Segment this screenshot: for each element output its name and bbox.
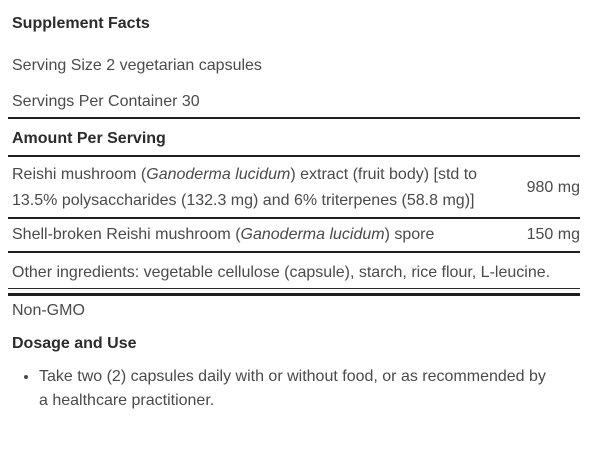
divider-above-amount-header bbox=[8, 117, 580, 119]
ingredient-name bbox=[12, 162, 482, 214]
ingredient-name-post: ) extract (fruit body) [std to 13.5% polysaccharides (132.3 mg) and 6% triterpenes (58.8 mg)] bbox=[12, 166, 478, 209]
ingredient-row-reishi-extract bbox=[12, 162, 580, 214]
ingredient-row-reishi-spore bbox=[12, 223, 580, 247]
ingredient-name-pre: Shell-broken Reishi mushroom ( bbox=[12, 226, 241, 243]
amount-per-serving-header: Amount Per Serving bbox=[12, 130, 166, 147]
dosage-list bbox=[12, 365, 580, 413]
divider-between-ingredients bbox=[8, 217, 580, 219]
serving-size-text: Serving Size 2 vegetarian capsules bbox=[12, 57, 262, 74]
supplement-facts-title: Supplement Facts bbox=[12, 15, 150, 32]
ingredient-latin-name: Ganoderma lucidum bbox=[240, 226, 385, 243]
other-ingredients-text: Other ingredients: vegetable cellulose (capsule), starch, rice flour, L-leucine. bbox=[12, 264, 551, 281]
ingredient-name-post: ) spore bbox=[384, 226, 435, 243]
dosage-list-item: • Take two (2) capsules daily with or without food, or as recommended by a healthcare practitioner. bbox=[39, 365, 580, 413]
ingredient-amount: 980 mg bbox=[526, 179, 580, 196]
divider-below-ingredients bbox=[8, 251, 580, 253]
ingredient-name bbox=[12, 223, 434, 247]
servings-per-container-text: Servings Per Container 30 bbox=[12, 93, 200, 110]
divider-below-amount-header bbox=[8, 155, 580, 157]
divider-thick-above-non-gmo bbox=[8, 293, 580, 296]
ingredient-name-pre: Reishi mushroom ( bbox=[12, 166, 147, 183]
ingredient-amount: 150 mg bbox=[526, 226, 580, 243]
dosage-and-use-header: Dosage and Use bbox=[12, 335, 137, 352]
divider-thin-above-non-gmo bbox=[8, 288, 580, 289]
ingredient-latin-name: Ganoderma lucidum bbox=[146, 166, 291, 183]
non-gmo-text: Non-GMO bbox=[12, 302, 85, 319]
